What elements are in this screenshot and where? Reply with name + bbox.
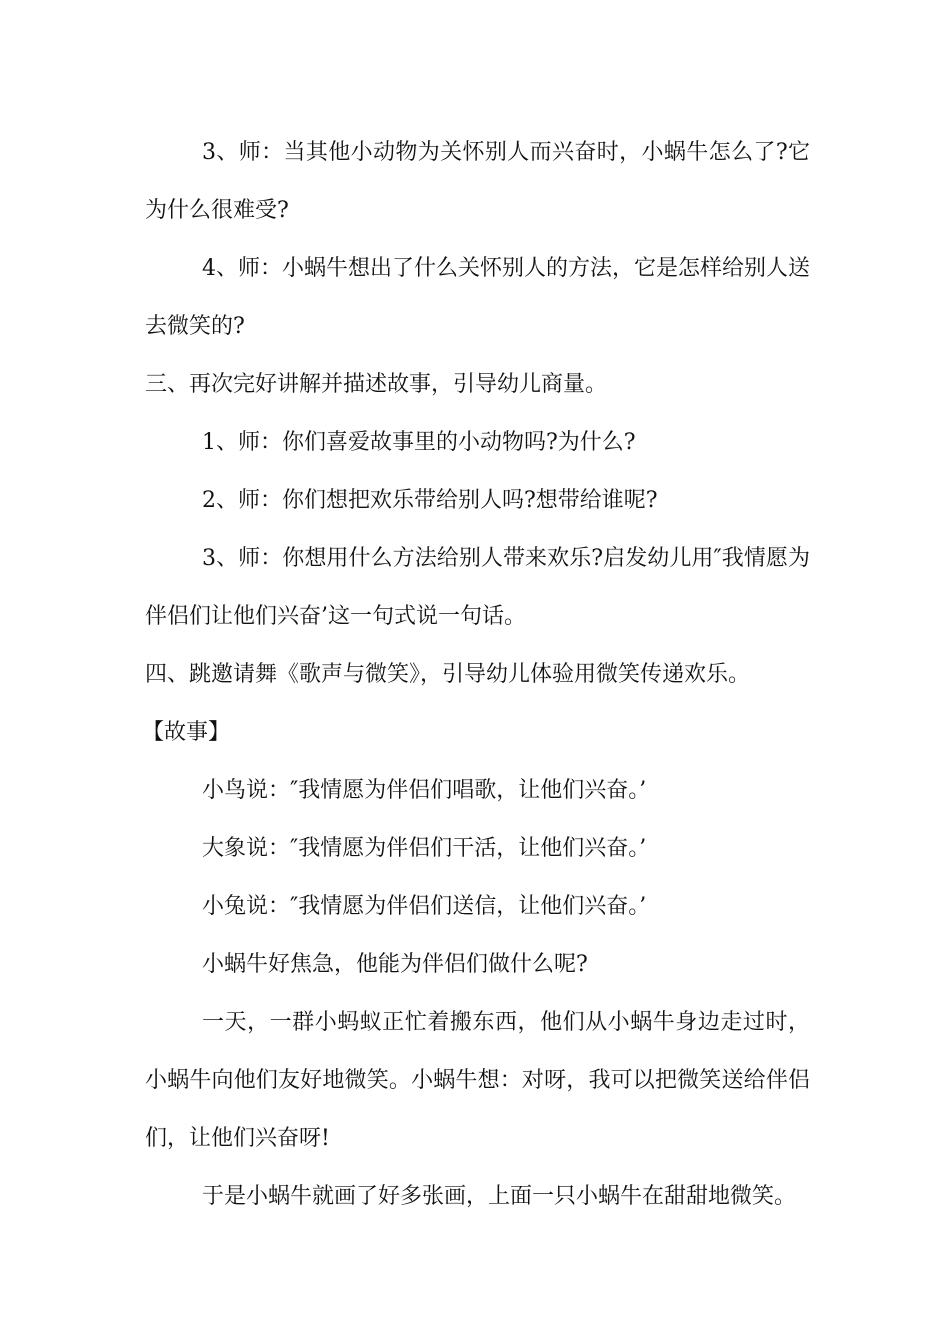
section-heading-3: 三、再次完好讲解并描述故事，引导幼儿商量。	[145, 372, 608, 397]
paragraph-question-3: 3、师：当其他小动物为关怀别人而兴奋时，小蜗牛怎么了?它为什么很难受?	[145, 140, 810, 223]
story-heading: 【故事】	[142, 720, 231, 745]
story-line-bird: 小鸟说：″我情愿为伴侣们唱歌，让他们兴奋。’	[202, 778, 647, 803]
paragraph-question-4: 4、师：小蜗牛想出了什么关怀别人的方法，它是怎样给别人送去微笑的?	[145, 256, 810, 339]
story-line-rabbit: 小兔说：″我情愿为伴侣们送信，让他们兴奋。’	[202, 894, 647, 919]
paragraph-item-3: 3、师：你想用什么方法给别人带来欢乐?启发幼儿用″我情愿为伴侣们让他们兴奋’这一句式说一句话。	[145, 546, 810, 629]
story-line-elephant: 大象说：″我情愿为伴侣们干活，让他们兴奋。’	[202, 836, 647, 861]
paragraph-item-1: 1、师：你们喜爱故事里的小动物吗?为什么?	[202, 430, 636, 455]
story-line-drawings: 于是小蜗牛就画了好多张画，上面一只小蜗牛在甜甜地微笑。	[202, 1184, 797, 1209]
paragraph-item-2: 2、师：你们想把欢乐带给别人吗?想带给谁呢?	[202, 488, 658, 513]
story-line-ants: 一天，一群小蚂蚁正忙着搬东西，他们从小蜗牛身边走过时，小蜗牛向他们友好地微笑。小蜗牛想：对呀，我可以把微笑送给伴侣们，让他们兴奋呀!	[145, 1010, 810, 1151]
section-heading-4: 四、跳邀请舞《歌声与微笑》，引导幼儿体验用微笑传递欢乐。	[145, 662, 751, 687]
story-line-snail-anxious: 小蜗牛好焦急，他能为伴侣们做什么呢?	[202, 952, 588, 977]
document-body	[142, 124, 810, 1226]
